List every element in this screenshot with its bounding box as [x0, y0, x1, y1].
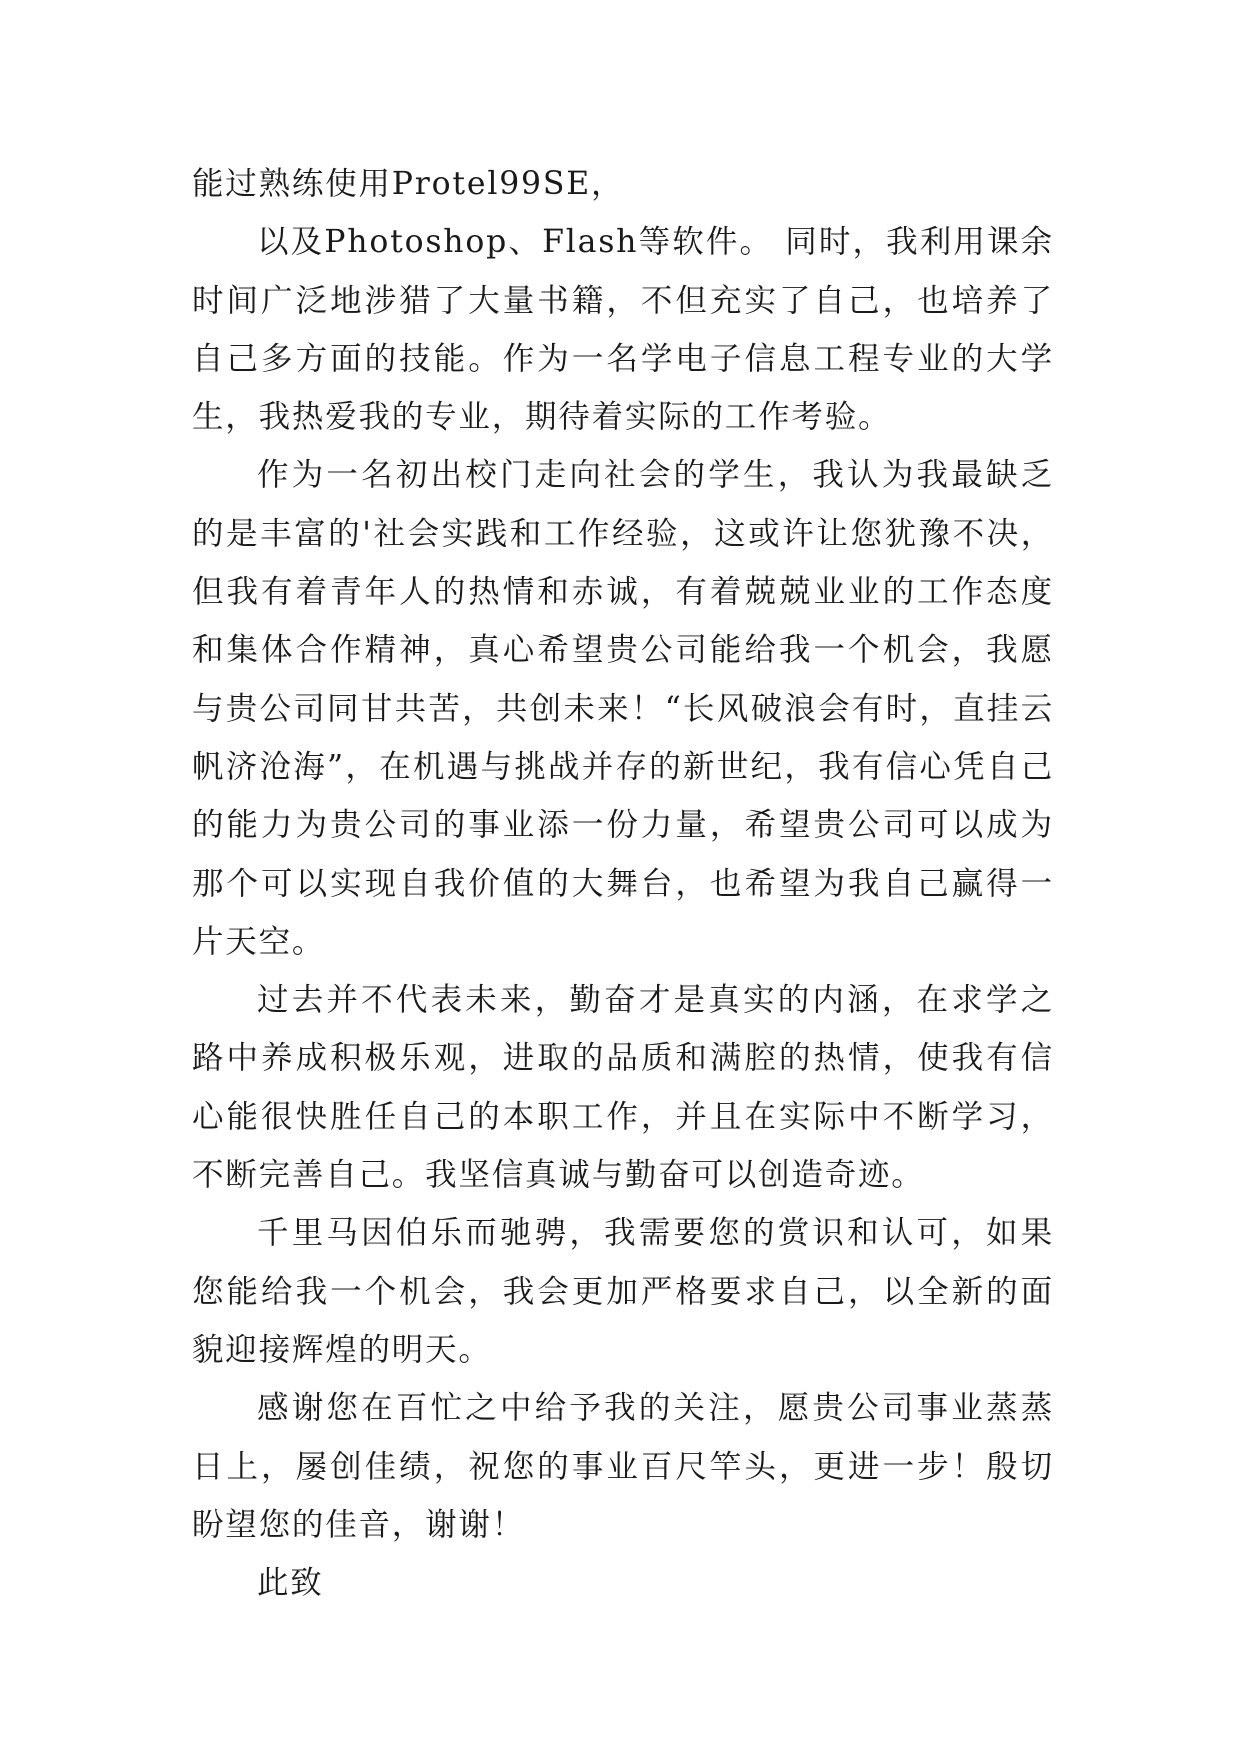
document-body	[192, 155, 1054, 1612]
paragraph-request-opportunity: 千里马因伯乐而驰骋，我需要您的赏识和认可，如果您能给我一个机会，我会更加严格要求自己，以全新的面貌迎接辉煌的明天。	[192, 1215, 1054, 1368]
paragraph-skills-continued: 能过熟练使用Protel99SE，	[192, 166, 625, 202]
paragraph-closing: 此致	[257, 1565, 324, 1602]
paragraph-diligence: 过去并不代表未来，勤奋才是真实的内涵，在求学之路中养成积极乐观，进取的品质和满腔的热情，使我有信心能很快胜任自己的本职工作，并且在实际中不断学习，不断完善自己。我坚信真诚与勤奋可以创造奇迹。	[192, 982, 1054, 1194]
paragraph-software-skills: 以及Photoshop、Flash等软件。 同时，我利用课余时间广泛地涉猎了大量书籍，不但充实了自己，也培养了自己多方面的技能。作为一名学电子信息工程专业的大学生，我热爱我的专业，期待着实际的工作考验。	[192, 224, 1054, 436]
paragraph-self-assessment: 作为一名初出校门走向社会的学生，我认为我最缺乏的是丰富的'社会实践和工作经验，这或许让您犹豫不决，但我有着青年人的热情和赤诚，有着兢兢业业的工作态度和集体合作精神，真心希望贵公司能给我一个机会，我愿与贵公司同甘共苦，共创未来！“长风破浪会有时，直挂云帆济沧海”，在机遇与挑战并存的新世纪，我有信心凭自己的能力为贵公司的事业添一份力量，希望贵公司可以成为那个可以实现自我价值的大舞台，也希望为我自己赢得一片天空。	[192, 457, 1054, 960]
paragraph-thanks: 感谢您在百忙之中给予我的关注，愿贵公司事业蒸蒸日上，屡创佳绩，祝您的事业百尺竿头，更进一步！殷切盼望您的佳音，谢谢！	[192, 1390, 1054, 1543]
